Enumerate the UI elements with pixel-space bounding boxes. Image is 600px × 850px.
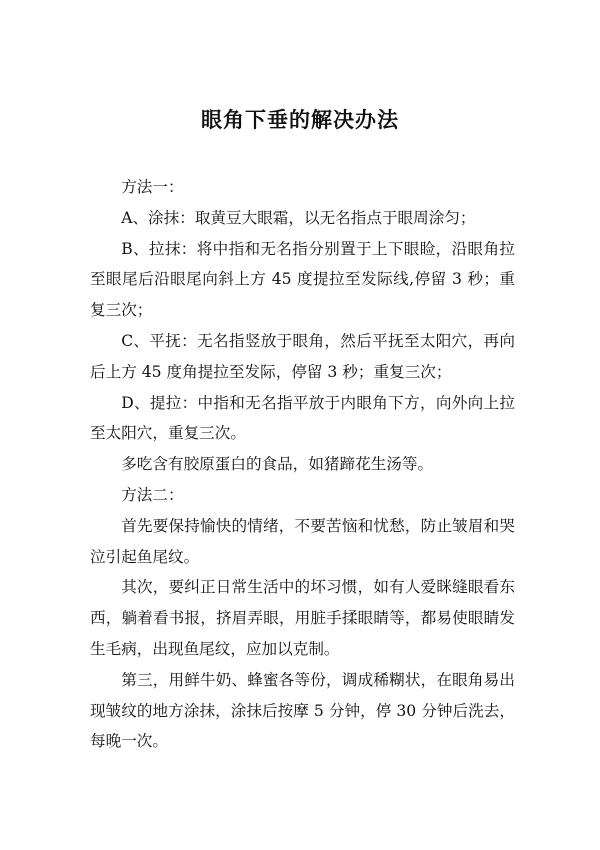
paragraph-step-d: D、提拉：中指和无名指平放于内眼角下方，向外向上拉至太阳穴，重复三次。: [90, 393, 515, 443]
paragraph-first: 首先要保持愉快的情绪，不要苦恼和忧愁，防止皱眉和哭泣引起鱼尾纹。: [90, 516, 515, 566]
paragraph-second: 其次，要纠正日常生活中的坏习惯，如有人爱眯缝眼看东西，躺着看书报，挤眉弄眼，用脏手揉眼睛等，都易使眼睛发生毛病，出现鱼尾纹，应加以克制。: [90, 578, 515, 658]
document-title: 眼角下垂的解决办法: [201, 108, 399, 132]
document-body: [90, 172, 515, 757]
paragraph-step-a: A、涂抹：取黄豆大眼霜，以无名指点于眼周涂匀；: [121, 208, 476, 227]
paragraph-diet-tip: 多吃含有胶原蛋白的食品，如猪蹄花生汤等。: [121, 455, 434, 474]
paragraph-step-c: C、平抚：无名指竖放于眼角，然后平抚至太阳穴，再向后上方 45 度角提拉至发际，停留 3 秒；重复三次；: [90, 331, 515, 381]
paragraph-third: 第三，用鲜牛奶、蜂蜜各等份，调成稀糊状，在眼角易出现皱纹的地方涂抹，涂抹后按摩 5 分钟，停 30 分钟后洗去，每晚一次。: [90, 670, 515, 751]
paragraph-step-b: B、拉抹：将中指和无名指分别置于上下眼睑，沿眼角拉至眼尾后沿眼尾向斜上方 45 度提拉至发际线,停留 3 秒；重复三次；: [90, 239, 515, 320]
paragraph-method-two-heading: 方法二：: [121, 485, 184, 504]
paragraph-method-one-heading: 方法一：: [121, 178, 184, 196]
